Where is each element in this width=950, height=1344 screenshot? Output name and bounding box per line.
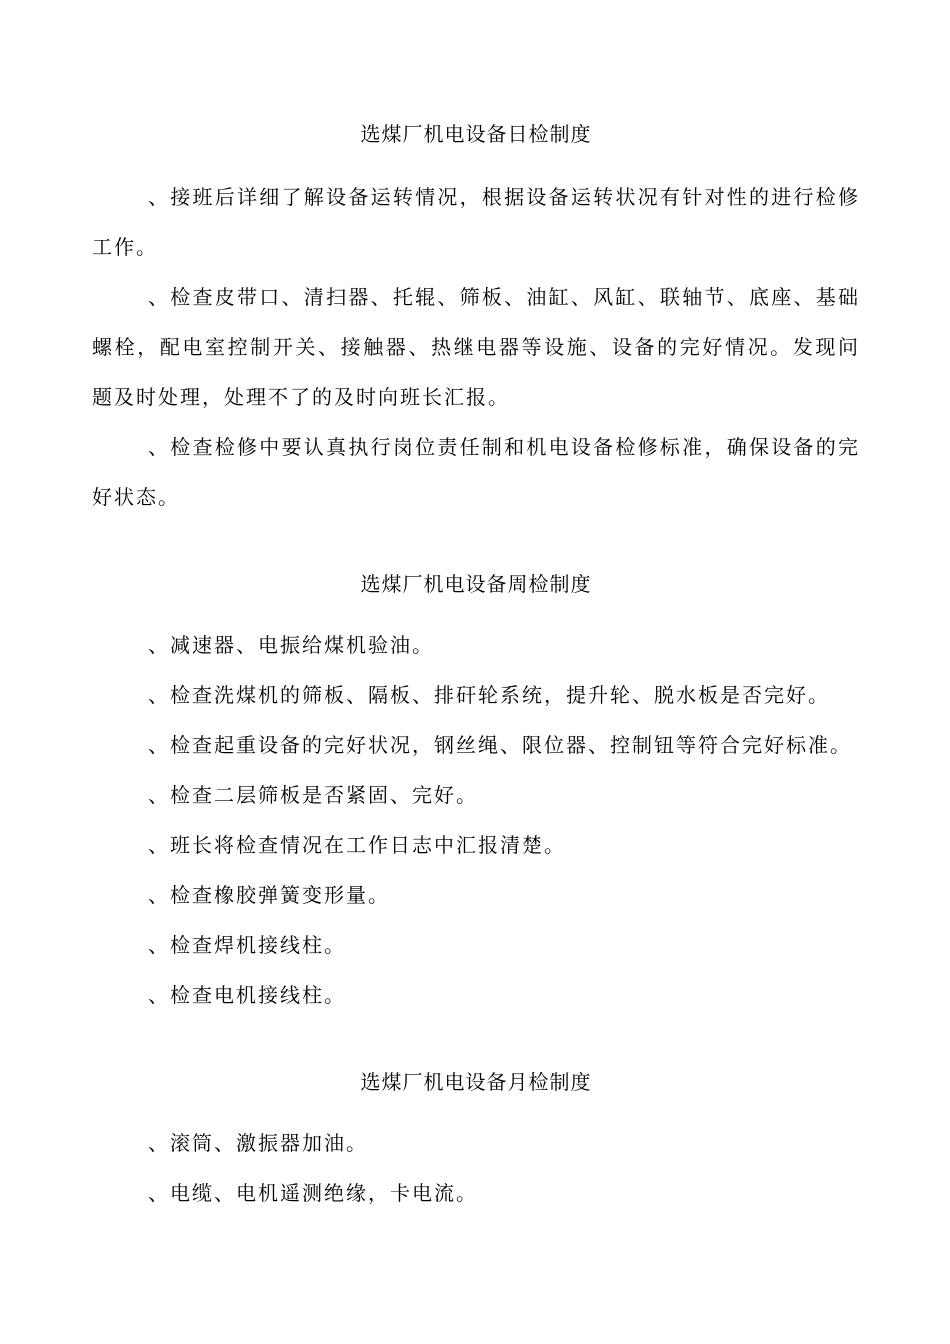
monthly-item-1: 、滚筒、激振器加油。 [148,1131,368,1155]
daily-item-1: 、接班后详细了解设备运转情况，根据设备运转状况有针对性的进行检修工作。 [92,185,860,259]
monthly-inspection-title: 选煤厂机电设备月检制度 [360,1070,592,1094]
weekly-item-3: 、检查起重设备的完好状况，钢丝绳、限位器、控制钮等符合完好标准。 [148,733,852,757]
daily-inspection-section [92,120,860,522]
weekly-item-7: 、检查焊机接线柱。 [148,933,346,957]
weekly-item-8: 、检查电机接线柱。 [148,983,346,1007]
daily-item-3: 、检查检修中要认真执行岗位责任制和机电设备检修标准，确保设备的完好状态。 [92,435,860,509]
weekly-item-5: 、班长将检查情况在工作日志中汇报清楚。 [148,833,566,857]
weekly-item-6: 、检查橡胶弹簧变形量。 [148,883,390,907]
daily-inspection-title: 选煤厂机电设备日检制度 [360,122,592,146]
weekly-inspection-title: 选煤厂机电设备周检制度 [360,572,592,596]
weekly-inspection-section [92,570,860,1020]
weekly-item-4: 、检查二层筛板是否紧固、完好。 [148,783,478,807]
weekly-item-2: 、检查洗煤机的筛板、隔板、排矸轮系统，提升轮、脱水板是否完好。 [148,683,830,707]
daily-item-2: 、检查皮带口、清扫器、托辊、筛板、油缸、风缸、联轴节、底座、基础螺栓，配电室控制开关、接触器、热继电器等设施、设备的完好情况。发现问题及时处理，处理不了的及时向班长汇报。 [92,285,860,409]
weekly-item-1: 、减速器、电振给煤机验油。 [148,633,434,657]
monthly-item-2: 、电缆、电机遥测绝缘，卡电流。 [148,1181,478,1205]
monthly-inspection-section [92,1068,860,1218]
